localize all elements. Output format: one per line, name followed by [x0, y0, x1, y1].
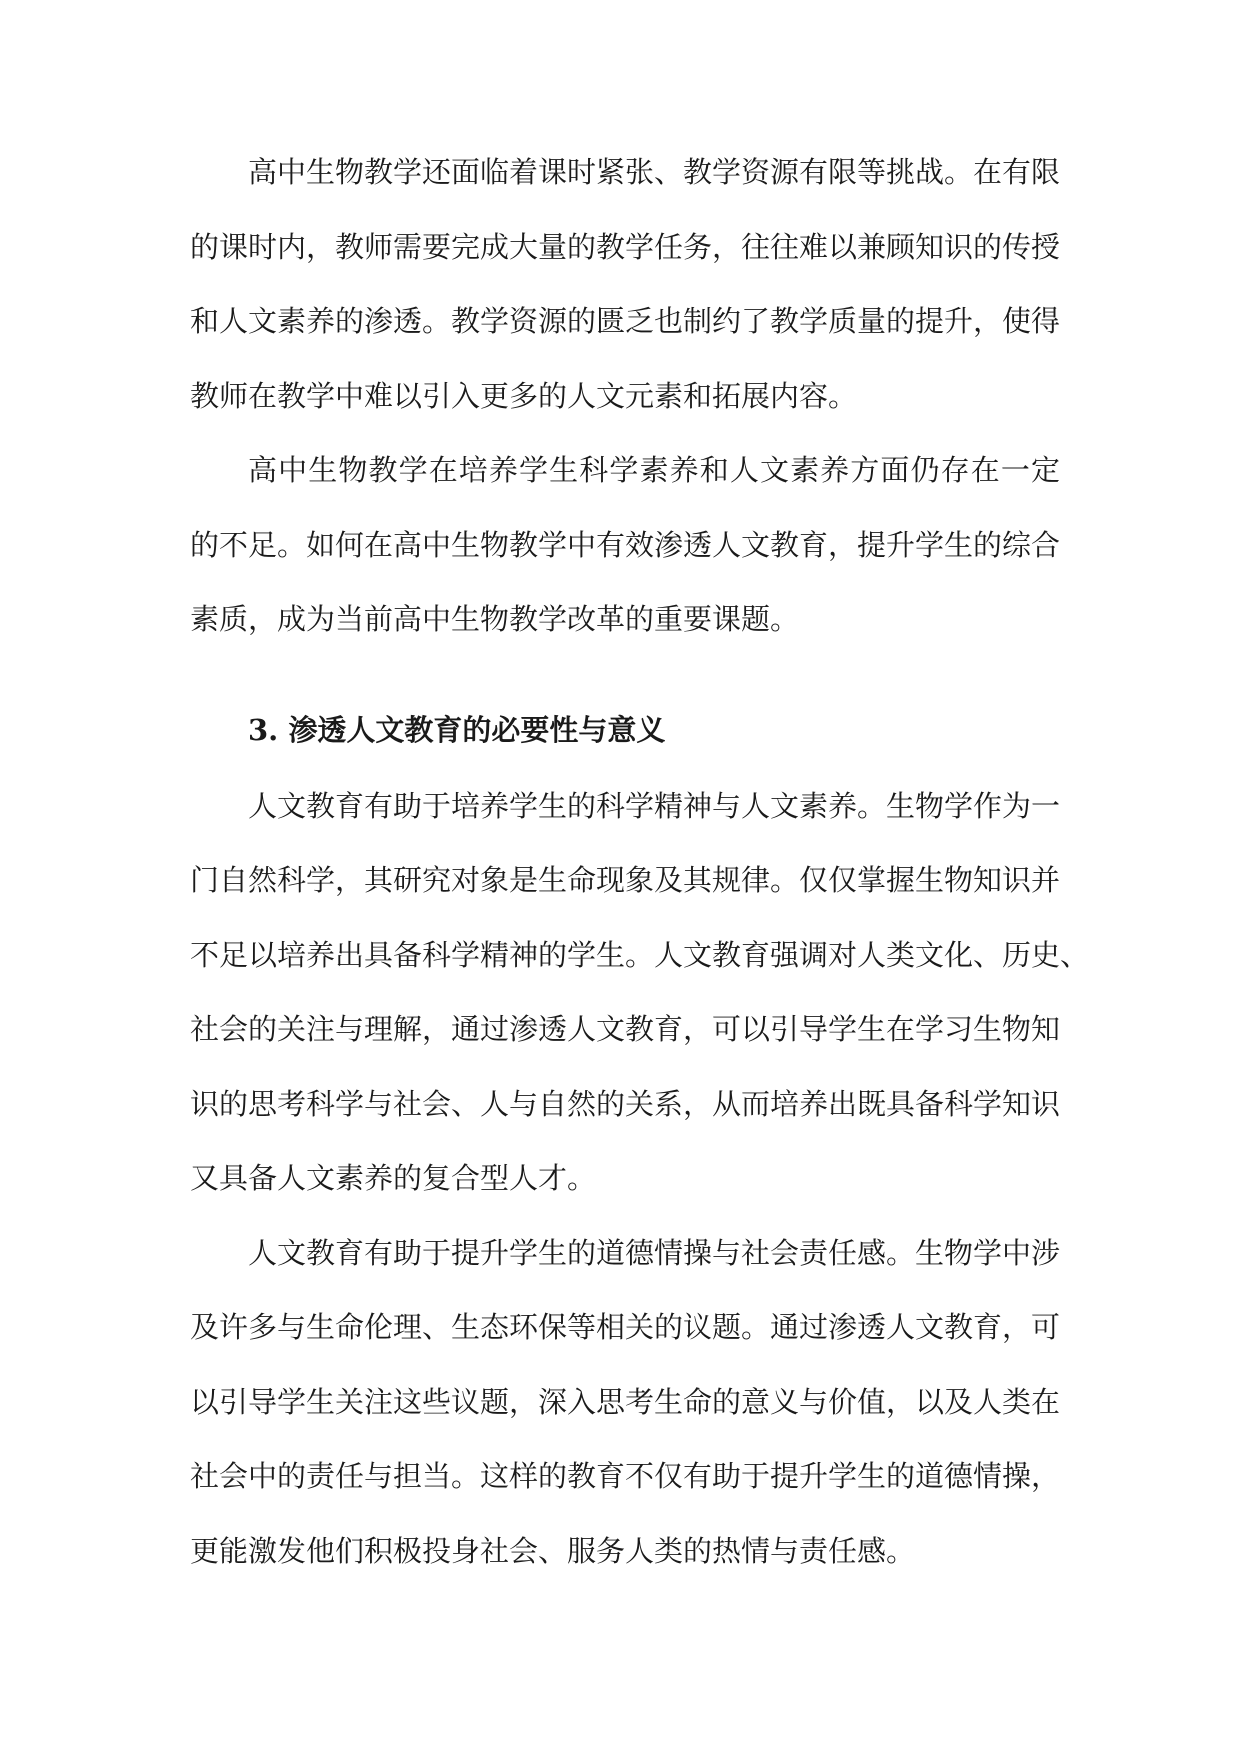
paragraph-3-line-5: 识的思考科学与社会、人与自然的关系，从而培养出既具备科学知识: [190, 1087, 1061, 1121]
paragraph-3-line-1: 人文教育有助于培养学生的科学精神与人文素养。生物学作为一: [248, 789, 1061, 823]
paragraph-3-line-6: 又具备人文素养的复合型人才。: [190, 1161, 597, 1195]
paragraph-2-line-1: 高中生物教学在培养学生科学素养和人文素养方面仍存在一定: [248, 453, 1060, 487]
section-heading: 3. 渗透人文教育的必要性与意义: [248, 713, 666, 747]
paragraph-1-line-4: 教师在教学中难以引入更多的人文元素和拓展内容。: [190, 379, 858, 413]
paragraph-4-line-5: 更能激发他们积极投身社会、服务人类的热情与责任感。: [190, 1534, 916, 1568]
paragraph-3-line-4: 社会的关注与理解，通过渗透人文教育，可以引导学生在学习生物知: [190, 1012, 1061, 1046]
paragraph-4-line-4: 社会中的责任与担当。这样的教育不仅有助于提升学生的道德情操，: [190, 1459, 1061, 1493]
paragraph-4-line-3: 以引导学生关注这些议题，深入思考生命的意义与价值，以及人类在: [190, 1385, 1061, 1419]
paragraph-3-line-3: 不足以培养出具备科学精神的学生。人文教育强调对人类文化、历史、: [190, 938, 1090, 972]
paragraph-3-line-2: 门自然科学，其研究对象是生命现象及其规律。仅仅掌握生物知识并: [190, 863, 1061, 897]
paragraph-1-line-2: 的课时内，教师需要完成大量的教学任务，往往难以兼顾知识的传授: [190, 230, 1061, 264]
paragraph-1-line-1: 高中生物教学还面临着课时紧张、教学资源有限等挑战。在有限: [248, 155, 1061, 189]
paragraph-1-line-3: 和人文素养的渗透。教学资源的匮乏也制约了教学质量的提升，使得: [190, 304, 1061, 338]
paragraph-4-line-1: 人文教育有助于提升学生的道德情操与社会责任感。生物学中涉: [248, 1236, 1061, 1270]
paragraph-2-line-3: 素质，成为当前高中生物教学改革的重要课题。: [190, 602, 800, 636]
paragraph-2-line-2: 的不足。如何在高中生物教学中有效渗透人文教育，提升学生的综合: [190, 528, 1061, 562]
paragraph-4-line-2: 及许多与生命伦理、生态环保等相关的议题。通过渗透人文教育，可: [190, 1310, 1061, 1344]
